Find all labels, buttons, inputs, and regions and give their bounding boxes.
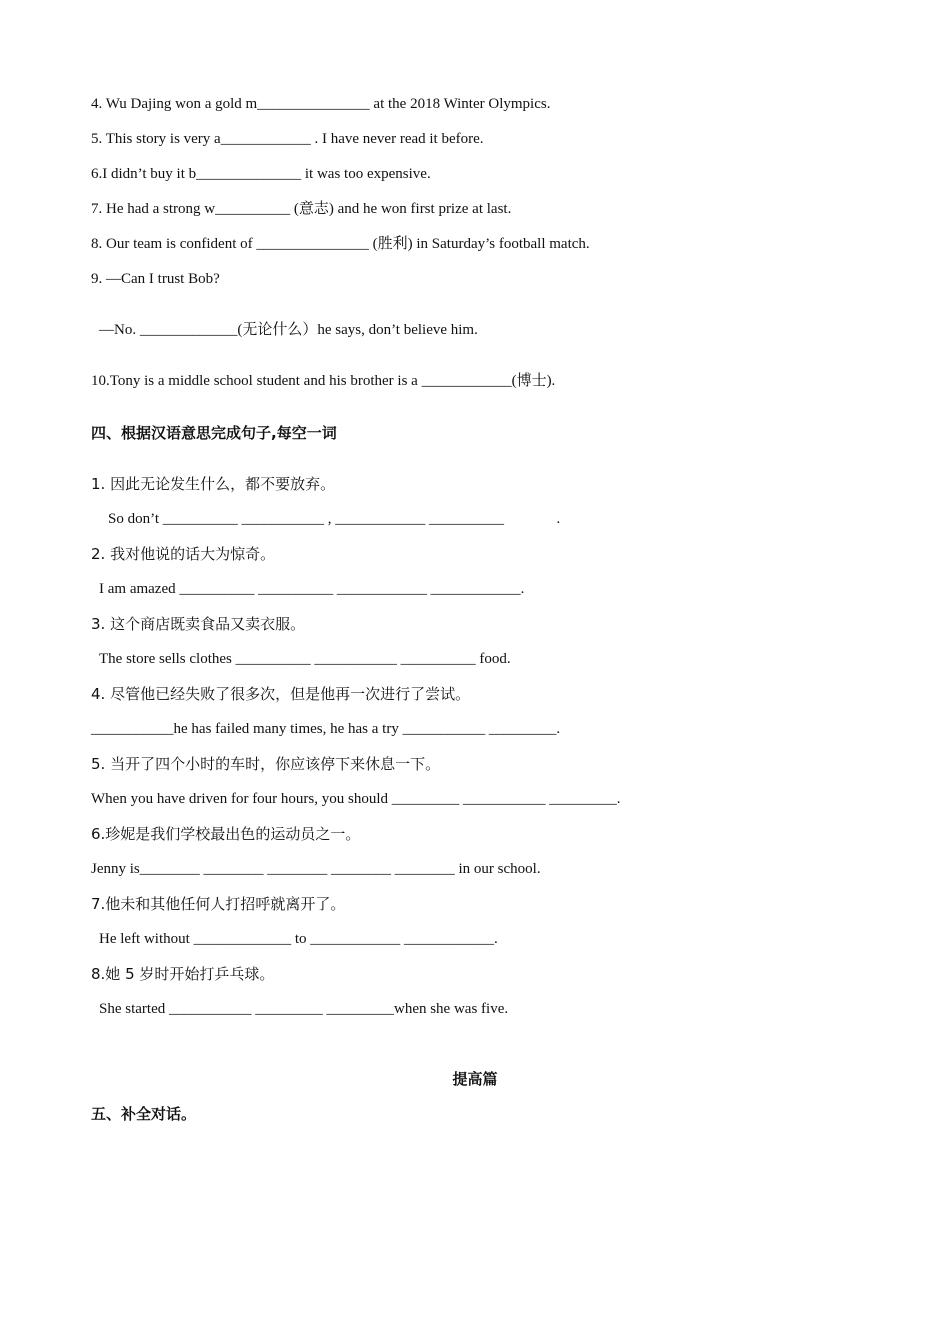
part4-prompt-2: 2. 我对他说的话大为惊奇。	[91, 545, 276, 563]
part3-item-9-answer: —No. _____________(无论什么）he says, don’t believe him.	[99, 322, 478, 338]
part4-prompt-6: 6.珍妮是我们学校最出色的运动员之一。	[91, 825, 361, 843]
part5-heading: 五、补全对话。	[91, 1105, 197, 1123]
part4-answer-1: So don’t __________ ___________ , ____________ __________ .	[108, 511, 561, 527]
part4-answer-2: I am amazed __________ __________ ____________ ____________.	[99, 581, 525, 597]
part3-item-10: 10.Tony is a middle school student and his brother is a ____________(博士).	[91, 373, 556, 389]
part4-answer-3: The store sells clothes __________ ___________ __________ food.	[99, 651, 511, 667]
part4-prompt-4: 4. 尽管他已经失败了很多次，但是他再一次进行了尝试。	[91, 685, 471, 703]
part4-prompt-7: 7.他未和其他任何人打招呼就离开了。	[91, 895, 346, 913]
part4-prompt-3: 3. 这个商店既卖食品又卖衣服。	[91, 615, 306, 633]
part4-prompt-5: 5. 当开了四个小时的车时，你应该停下来休息一下。	[91, 755, 441, 773]
part4-answer-4: ___________he has failed many times, he has a try ___________ _________.	[91, 721, 561, 737]
part4-answer-5: When you have driven for four hours, you should _________ ___________ _________.	[91, 791, 621, 807]
part3-item-4: 4. Wu Dajing won a gold m_______________ at the 2018 Winter Olympics.	[91, 96, 551, 112]
section-title: 提高篇	[452, 1070, 498, 1088]
part3-item-7: 7. He had a strong w__________ (意志) and he won first prize at last.	[91, 201, 512, 217]
part4-answer-8: She started ___________ _________ _________when she was five.	[99, 1001, 509, 1017]
part3-item-9-question: 9. —Can I trust Bob?	[91, 271, 220, 287]
part4-prompt-1: 1. 因此无论发生什么，都不要放弃。	[91, 475, 336, 493]
part4-heading: 四、根据汉语意思完成句子,每空一词	[91, 424, 337, 442]
part4-answer-6: Jenny is________ ________ ________ ________ ________ in our school.	[91, 861, 541, 877]
part3-item-8: 8. Our team is confident of _______________ (胜利) in Saturday’s football match.	[91, 236, 590, 252]
part3-item-6: 6.I didn’t buy it b______________ it was too expensive.	[91, 166, 431, 182]
part3-item-5: 5. This story is very a____________ . I have never read it before.	[91, 131, 484, 147]
part4-answer-7: He left without _____________ to ____________ ____________.	[99, 931, 498, 947]
part4-prompt-8: 8.她 5 岁时开始打乒乓球。	[91, 965, 275, 983]
